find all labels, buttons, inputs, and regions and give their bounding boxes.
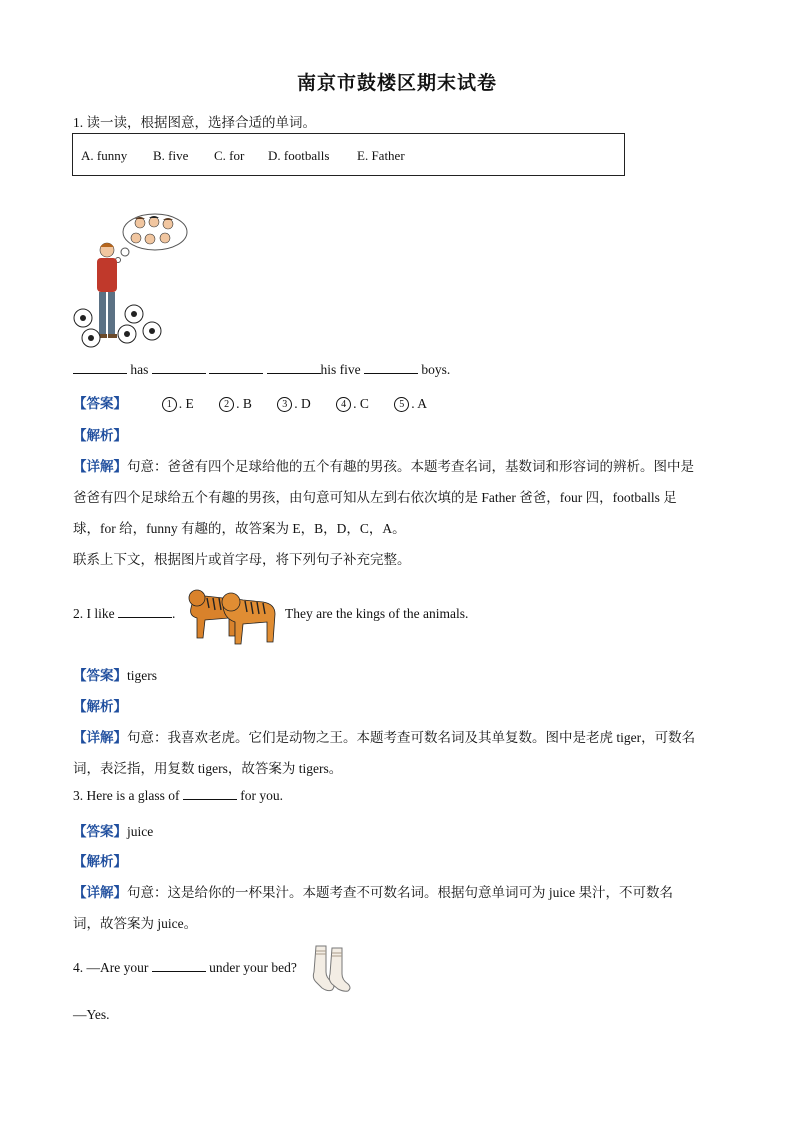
q4-reply: —Yes.	[73, 1007, 110, 1022]
q3-detail-line-2: 词，故答案为 juice。	[73, 916, 198, 931]
q3-answer: juice	[127, 824, 154, 839]
q3-analysis-tag: 【解析】	[73, 854, 127, 869]
q1-answer-3: 3 . D	[277, 396, 311, 412]
q2-detail-line-2: 词，表泛指，用复数 tigers，故答案为 tigers。	[73, 761, 343, 776]
q1-detail-line-3: 球，for 给，funny 有趣的，故答案为 E，B，D，C，A。	[73, 521, 406, 536]
page-title: 南京市鼓楼区期末试卷	[296, 73, 497, 94]
q1-blank-4[interactable]	[267, 362, 321, 374]
q3-sentence: 3. Here is a glass of for you.	[73, 788, 283, 803]
father-footballs-illustration	[70, 210, 190, 350]
q1-word-has: has	[130, 362, 149, 377]
q1-blank-5[interactable]	[364, 362, 418, 374]
q1-blank-2[interactable]	[152, 362, 206, 374]
q1-option-d: D. footballs	[268, 148, 330, 163]
tigers-illustration	[183, 578, 281, 646]
q2-after-picture: They are the kings of the animals.	[285, 606, 469, 621]
q1-word-his-five: his five	[320, 362, 361, 377]
q1-sentence	[73, 362, 450, 378]
q4-blank[interactable]	[152, 960, 206, 972]
q1-analysis-tag: 【解析】	[73, 428, 127, 443]
q1-answer-5: 5 . A	[394, 396, 427, 412]
q1-option-a: A. funny	[81, 148, 128, 163]
q4-sentence: 4. —Are your under your bed?	[73, 960, 297, 975]
q2-blank[interactable]	[118, 606, 172, 618]
q1-answer-4: 4 . C	[336, 396, 369, 412]
q1-answer-line	[73, 392, 449, 412]
q2-analysis-tag: 【解析】	[73, 699, 127, 714]
q1-word-boys: boys.	[421, 362, 451, 377]
q1-answer-1: 1 . E	[162, 396, 194, 412]
socks-icon	[310, 944, 356, 992]
q2-detail-line-1: 【详解】句意：我喜欢老虎。它们是动物之王。本题考查可数名词及其单复数。图中是老虎 tiger，可数名	[73, 730, 696, 745]
q1-blank-1[interactable]	[73, 362, 127, 374]
q1-option-c: C. for	[214, 148, 245, 163]
q1-answer-2: 2 . B	[219, 396, 252, 412]
section-instruction: 联系上下文，根据图片或首字母，将下列句子补充完整。	[73, 552, 411, 567]
q1-detail-line-1: 【详解】句意：爸爸有四个足球给他的五个有趣的男孩。本题考查名词，基数词和形容词的辨析。图中是	[73, 459, 694, 474]
q2-answer-line: 【答案】tigers	[73, 668, 157, 683]
q3-answer-line: 【答案】juice	[73, 824, 154, 839]
q1-option-e: E. Father	[357, 148, 405, 163]
q1-blank-3[interactable]	[209, 362, 263, 374]
q1-options-box	[72, 133, 625, 176]
answer-tag: 【答案】	[73, 396, 127, 411]
q1-option-b: B. five	[153, 148, 189, 163]
q2-answer: tigers	[127, 668, 157, 683]
q1-prompt: 1. 读一读，根据图意，选择合适的单词。	[73, 115, 316, 130]
q3-detail-line-1: 【详解】句意：这是给你的一杯果汁。本题考查不可数名词。根据句意单词可为 juice 果汁，不可数名	[73, 885, 673, 900]
q2-sentence: 2. I like .	[73, 606, 176, 621]
q1-detail-line-2: 爸爸有四个足球给五个有趣的男孩，由句意可知从左到右依次填的是 Father 爸爸，four 四，footballs 足	[73, 490, 677, 505]
q3-blank[interactable]	[183, 788, 237, 800]
